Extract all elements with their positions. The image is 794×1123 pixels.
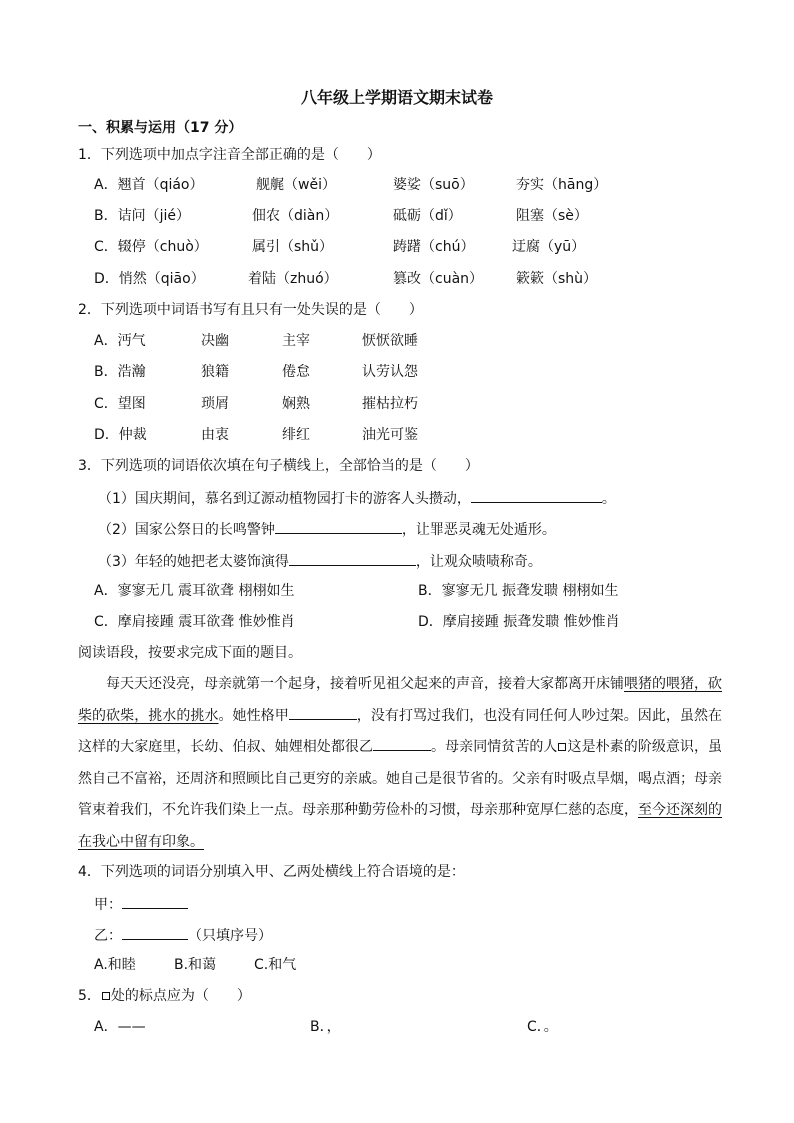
blank-yi[interactable]	[373, 737, 431, 751]
q3-sentence-3-end: ，让观众啧啧称奇。	[415, 554, 542, 570]
q4-yi-note: （只填序号）	[188, 928, 272, 944]
q2-option: C．望图	[94, 396, 146, 412]
passage-underlined-text: 至今还深刻的在我心中留有印象。	[78, 802, 722, 850]
q2-option: 摧枯拉朽	[362, 396, 418, 412]
q2-option: B．浩瀚	[94, 364, 146, 380]
q3-sentence-2	[98, 518, 556, 540]
passage-underlined-text: 喂猪的喂猪，砍柴的砍柴，挑水的挑水	[78, 676, 722, 724]
q3-sentence-2-end: ，让罪恶灵魂无处遁形。	[401, 522, 556, 538]
q2-option: 油光可鉴	[362, 427, 418, 443]
passage-text: 这是朴素的阶级意识，虽然自己不富裕，还周济和照顾比自己更穷的亲戚。她自己是很节省的。父亲有时吸点旱烟，喝点酒；母亲管束着我们，不允许我们染上一点。母亲那种勤劳俭朴的习惯，母亲那种宽厚仁慈的态度，	[78, 739, 723, 818]
q2-option: 绯红	[282, 427, 310, 443]
q1-option: 迂腐（yū）	[512, 239, 586, 255]
question-2-stem: 2．下列选项中词语书写有且只有一处失误的是（ ）	[78, 302, 423, 318]
question-1-stem: 1．下列选项中加点字注音全部正确的是（ ）	[78, 147, 381, 163]
q1-option: 篡改（cuàn）	[393, 271, 484, 287]
q1-option: D．悄然（qiāo）	[94, 271, 205, 287]
q2-option: 恹恹欲睡	[362, 333, 418, 349]
q4-jia-label: 甲：	[94, 897, 122, 913]
q2-option: 狼籍	[201, 364, 229, 380]
q3-sentence-3	[98, 550, 542, 572]
q1-option: 簌簌（shù）	[516, 271, 598, 287]
q1-option: 佃农（diàn）	[252, 208, 339, 224]
page-title: 八年级上学期语文期末试卷	[300, 88, 493, 107]
q2-option: 由衷	[201, 427, 229, 443]
q1-option: C．辍停（chuò）	[94, 239, 208, 255]
answer-blank[interactable]	[289, 550, 416, 566]
q5-stem-text: 处的标点应为（ ）	[110, 988, 251, 1004]
answer-blank[interactable]	[275, 518, 402, 534]
q1-option: B．诘问（jié）	[94, 208, 190, 224]
q1-option: 阻塞（sè）	[516, 208, 588, 224]
q5-option-c: C．。	[527, 1019, 558, 1035]
q1-option: 砥砺（dǐ）	[393, 208, 462, 224]
q1-option: A．翘首（qiáo）	[94, 177, 204, 193]
q2-option: 娴熟	[282, 396, 310, 412]
q1-option: 舰艉（wěi）	[256, 177, 336, 193]
q1-option: 踌躇（chú）	[393, 239, 475, 255]
section-heading: 一、积累与运用（17 分）	[78, 120, 243, 136]
q2-option: 决幽	[201, 333, 229, 349]
passage-text: 。母亲同情贫苦的人	[431, 739, 558, 755]
punctuation-box	[102, 992, 110, 1000]
reading-passage	[78, 669, 722, 858]
q1-option: 着陆（zhuó）	[248, 271, 338, 287]
q4-yi-line	[94, 924, 272, 946]
q3-option-c: C．摩肩接踵 震耳欲聋 惟妙惟肖	[94, 614, 295, 630]
q2-option: A．沔气	[94, 333, 146, 349]
q3-option-a: A．寥寥无几 震耳欲聋 栩栩如生	[94, 583, 295, 599]
q4-option-c: C.和气	[254, 957, 297, 973]
passage-text: ，没有打骂过我们，也没有同任何人吵过架。因此，虽然在这样的大家庭里，长幼、伯叔、妯娌相处都很乙	[78, 707, 723, 755]
punctuation-box	[558, 743, 566, 751]
q5-option-b: B．，	[310, 1019, 341, 1035]
q1-option: 夯实（hāng）	[516, 177, 608, 193]
q3-sentence-2-text: （2）国家公祭日的长鸣警钟	[98, 522, 275, 538]
q3-sentence-3-text: （3）年轻的她把老太婆饰演得	[98, 554, 289, 570]
q3-sentence-1-text: （1）国庆期间，慕名到辽源动植物园打卡的游客人头攒动，	[98, 491, 471, 507]
answer-blank-jia[interactable]	[122, 893, 188, 909]
q2-option: 主宰	[282, 333, 310, 349]
q1-option: 属引（shǔ）	[252, 239, 334, 255]
question-3-stem: 3．下列选项的词语依次填在句子横线上，全部恰当的是（ ）	[78, 458, 479, 474]
q4-yi-label: 乙：	[94, 928, 122, 944]
reading-instruction: 阅读语段，按要求完成下面的题目。	[78, 645, 302, 661]
q2-option: 认劳认怨	[362, 364, 418, 380]
question-5-stem	[78, 986, 251, 1006]
q1-option: 婆娑（suō）	[393, 177, 474, 193]
q2-option: 琐屑	[201, 396, 229, 412]
question-4-stem: 4．下列选项的词语分别填入甲、乙两处横线上符合语境的是：	[78, 864, 465, 880]
q4-option-a: A.和睦	[94, 957, 136, 973]
q3-option-b: B．寥寥无几 振聋发聩 栩栩如生	[418, 583, 619, 599]
q5-number: 5．	[78, 988, 101, 1004]
q4-option-b: B.和蔼	[174, 957, 217, 973]
passage-text: 。她性格甲	[218, 707, 289, 724]
passage-text: 每天天还没亮，母亲就第一个起身，接着听见祖父起来的声音，接着大家都离开床铺	[106, 676, 624, 692]
answer-blank-yi[interactable]	[122, 924, 188, 940]
blank-jia[interactable]	[289, 706, 357, 720]
q3-sentence-1-end: 。	[601, 491, 616, 507]
q4-jia-line	[94, 893, 188, 915]
q5-option-a: A．——	[94, 1019, 146, 1035]
q2-option: 倦怠	[282, 364, 310, 380]
q3-sentence-1	[98, 487, 616, 509]
answer-blank[interactable]	[471, 487, 602, 503]
q2-option: D．仲裁	[94, 427, 147, 443]
q3-option-d: D．摩肩接踵 振聋发聩 惟妙惟肖	[418, 614, 620, 630]
